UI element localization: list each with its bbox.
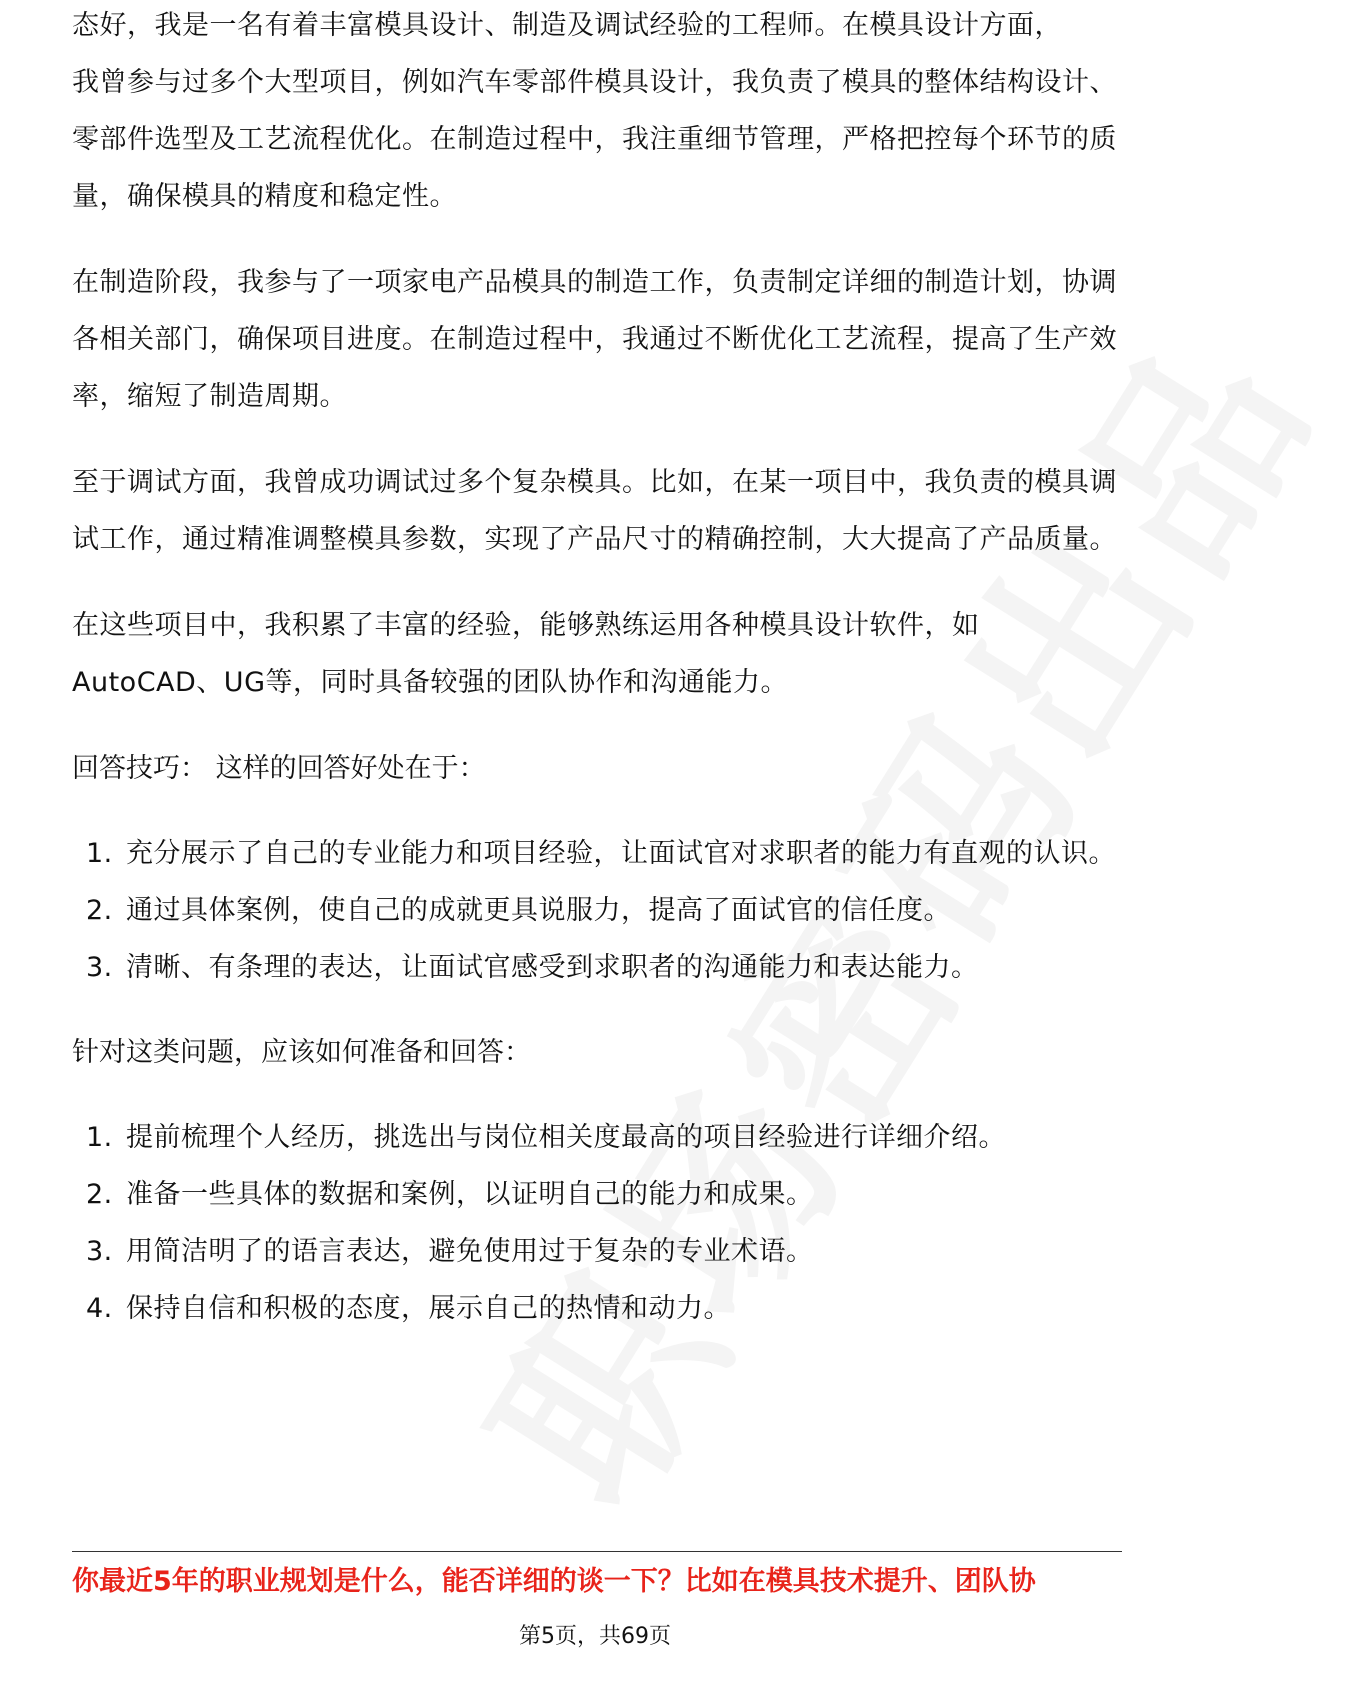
list-item: [72, 939, 1122, 996]
list-item-text: 提前梳理个人经历，挑选出与岗位相关度最高的项目经验进行详细介绍。: [126, 1122, 1006, 1153]
paragraph-manufacturing: 在制造阶段，我参与了一项家电产品模具的制造工作，负责制定详细的制造计划，协调各相关部门，确保项目进度。在制造过程中，我通过不断优化工艺流程，提高了生产效率，缩短了制造周期。: [72, 267, 1117, 412]
list-item-text: 用简洁明了的语言表达，避免使用过于复杂的专业术语。: [126, 1236, 814, 1267]
prep-heading: 针对这类问题，应该如何准备和回答：: [72, 1037, 531, 1068]
document-body: [72, 10, 1122, 1365]
list-item-text: 通过具体案例，使自己的成就更具说服力，提高了面试官的信任度。: [126, 895, 951, 926]
next-question-heading: 你最近5年的职业规划是什么，能否详细的谈一下？比如在模具技术提升、团队协: [72, 1566, 1036, 1597]
list-item: [72, 825, 1122, 882]
list-item: [72, 1166, 1122, 1223]
list-number: 3.: [86, 1236, 113, 1267]
section-divider: [72, 1551, 1122, 1552]
list-item: [72, 1280, 1122, 1337]
cut-off-line-text: 态好，我是一名有着丰富模具设计、制造及调试经验的工程师。在模具设计方面，: [72, 10, 1062, 41]
list-number: 2.: [86, 895, 113, 926]
list-item: [72, 1223, 1122, 1280]
paragraph-debugging: 至于调试方面，我曾成功调试过多个复杂模具。比如，在某一项目中，我负责的模具调试工作，通过精准调整模具参数，实现了产品尺寸的精确控制，大大提高了产品质量。: [72, 467, 1117, 555]
paragraph-text: 我曾参与过多个大型项目，例如汽车零部件模具设计，我负责了模具的整体结构设计、零部件选型及工艺流程优化。在制造过程中，我注重细节管理，严格把控每个环节的质量，确保模具的精度和稳定性。: [72, 67, 1117, 212]
list-item-text: 保持自信和积极的态度，展示自己的热情和动力。: [126, 1293, 731, 1324]
list-item-text: 清晰、有条理的表达，让面试官感受到求职者的沟通能力和表达能力。: [126, 952, 979, 983]
list-item-text: 充分展示了自己的专业能力和项目经验，让面试官对求职者的能力有直观的认识。: [126, 838, 1116, 869]
list-number: 4.: [86, 1293, 113, 1324]
list-item-text: 准备一些具体的数据和案例，以证明自己的能力和成果。: [126, 1179, 814, 1210]
tips-list: [72, 825, 1122, 996]
list-item: [72, 882, 1122, 939]
list-number: 3.: [86, 952, 113, 983]
page-number: 第5页，共69页: [519, 1624, 671, 1649]
list-item: [72, 1109, 1122, 1166]
paragraph-design: [72, 10, 1122, 225]
list-number: 2.: [86, 1179, 113, 1210]
tips-heading: 回答技巧： 这样的回答好处在于：: [72, 753, 486, 784]
list-number: 1.: [86, 838, 113, 869]
prep-list: [72, 1109, 1122, 1337]
cut-off-line: [72, 10, 1122, 54]
paragraph-skills: 在这些项目中，我积累了丰富的经验，能够熟练运用各种模具设计软件，如AutoCAD、UG等，同时具备较强的团队协作和沟通能力。: [72, 610, 980, 698]
list-number: 1.: [86, 1122, 113, 1153]
